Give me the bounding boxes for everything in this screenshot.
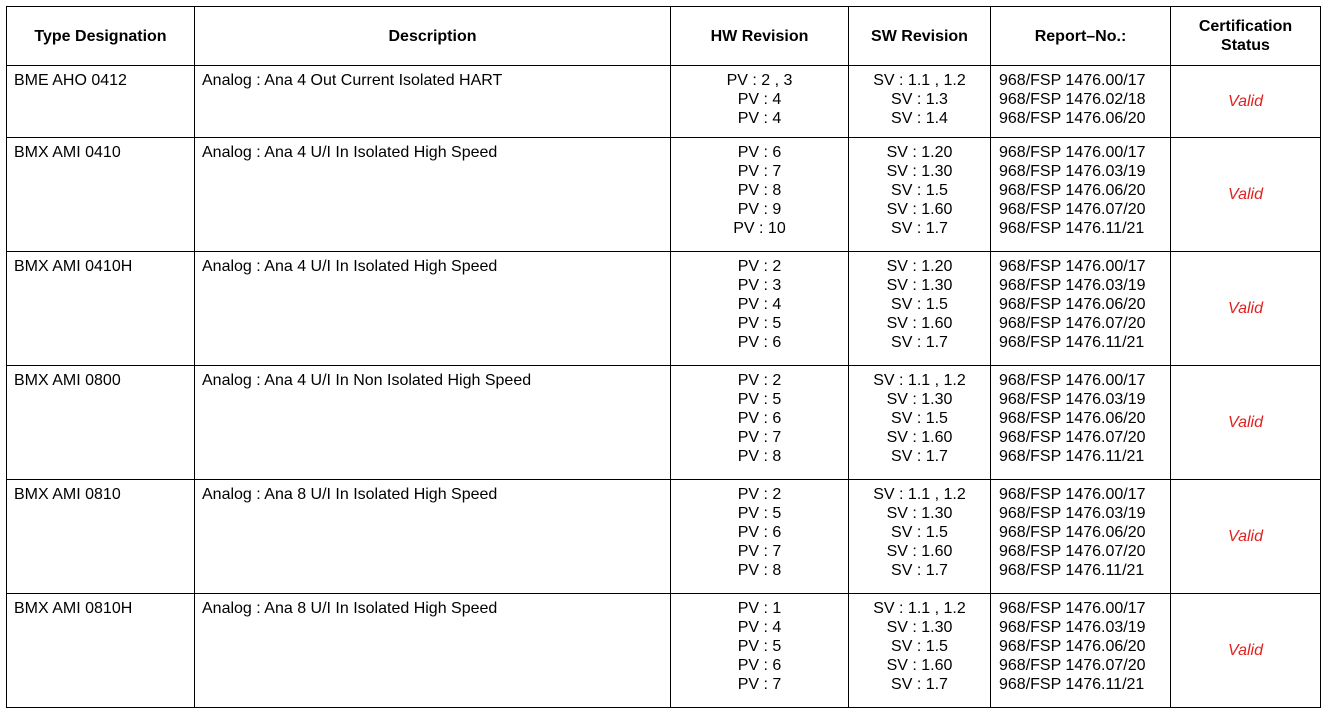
header-type-designation: Type Designation bbox=[7, 7, 195, 66]
report-no-value: 968/FSP 1476.02/18 bbox=[999, 91, 1146, 108]
report-no-value: 968/FSP 1476.03/19 bbox=[999, 391, 1146, 408]
sw-revision-cell bbox=[849, 138, 991, 252]
sw-revision-cell bbox=[849, 252, 991, 366]
report-no-value: 968/FSP 1476.00/17 bbox=[999, 144, 1146, 161]
report-no-value: 968/FSP 1476.11/21 bbox=[999, 676, 1145, 693]
report-no-value: 968/FSP 1476.03/19 bbox=[999, 277, 1146, 294]
certification-table-container bbox=[6, 6, 1321, 708]
hw-revision-value: PV : 2 bbox=[737, 486, 782, 503]
sw-revision-value: SV : 1.5 bbox=[891, 524, 948, 541]
sw-revision-value: SV : 1.1 , 1.2 bbox=[873, 600, 966, 617]
sw-revision-value: SV : 1.30 bbox=[886, 505, 953, 522]
table-row bbox=[7, 366, 1321, 480]
table-row bbox=[7, 66, 1321, 138]
sw-revision-value: SV : 1.60 bbox=[886, 429, 953, 446]
hw-revision-value: PV : 8 bbox=[737, 182, 782, 199]
sw-revision-value: SV : 1.3 bbox=[891, 91, 948, 108]
sw-revision-value: SV : 1.1 , 1.2 bbox=[873, 486, 966, 503]
report-no-value: 968/FSP 1476.03/19 bbox=[999, 505, 1146, 522]
table-row bbox=[7, 252, 1321, 366]
sw-revision-value: SV : 1.60 bbox=[886, 657, 953, 674]
report-no-value: 968/FSP 1476.07/20 bbox=[999, 543, 1146, 560]
hw-revision-cell bbox=[671, 366, 849, 480]
hw-revision-value: PV : 8 bbox=[737, 562, 782, 579]
hw-revision-value: PV : 7 bbox=[737, 429, 782, 446]
header-description: Description bbox=[195, 7, 671, 66]
header-status-line1: Certification bbox=[1198, 18, 1293, 35]
table-row bbox=[7, 138, 1321, 252]
certification-status-cell bbox=[1171, 480, 1321, 594]
status-badge: Valid bbox=[1228, 528, 1263, 545]
hw-revision-value: PV : 6 bbox=[737, 334, 782, 351]
hw-revision-value: PV : 9 bbox=[737, 201, 782, 218]
certification-status-cell bbox=[1171, 366, 1321, 480]
report-no-value: 968/FSP 1476.06/20 bbox=[999, 524, 1146, 541]
report-no-cell bbox=[991, 594, 1171, 708]
sw-revision-value: SV : 1.7 bbox=[891, 676, 948, 693]
hw-revision-value: PV : 4 bbox=[737, 110, 782, 127]
table-header-row bbox=[7, 7, 1321, 66]
report-no-value: 968/FSP 1476.00/17 bbox=[999, 372, 1146, 389]
hw-revision-value: PV : 7 bbox=[737, 163, 782, 180]
report-no-value: 968/FSP 1476.11/21 bbox=[999, 334, 1145, 351]
hw-revision-value: PV : 10 bbox=[733, 220, 786, 237]
hw-revision-value: PV : 5 bbox=[737, 638, 782, 655]
hw-revision-value: PV : 5 bbox=[737, 315, 782, 332]
hw-revision-value: PV : 6 bbox=[737, 410, 782, 427]
hw-revision-value: PV : 4 bbox=[737, 91, 782, 108]
type-designation-cell: BMX AMI 0800 bbox=[7, 366, 195, 480]
hw-revision-cell bbox=[671, 66, 849, 138]
sw-revision-value: SV : 1.60 bbox=[886, 315, 953, 332]
report-no-value: 968/FSP 1476.07/20 bbox=[999, 657, 1146, 674]
hw-revision-value: PV : 2 bbox=[737, 372, 782, 389]
status-badge: Valid bbox=[1228, 642, 1263, 659]
hw-revision-value: PV : 4 bbox=[737, 619, 782, 636]
description-cell: Analog : Ana 4 U/I In Non Isolated High Speed bbox=[195, 366, 671, 480]
sw-revision-value: SV : 1.20 bbox=[886, 258, 953, 275]
sw-revision-value: SV : 1.1 , 1.2 bbox=[873, 72, 966, 89]
hw-revision-value: PV : 6 bbox=[737, 524, 782, 541]
report-no-cell bbox=[991, 66, 1171, 138]
sw-revision-cell bbox=[849, 66, 991, 138]
report-no-value: 968/FSP 1476.03/19 bbox=[999, 163, 1146, 180]
certification-status-cell bbox=[1171, 594, 1321, 708]
hw-revision-value: PV : 2 bbox=[737, 258, 782, 275]
sw-revision-value: SV : 1.20 bbox=[886, 144, 953, 161]
sw-revision-value: SV : 1.1 , 1.2 bbox=[873, 372, 966, 389]
description-cell: Analog : Ana 4 U/I In Isolated High Speed bbox=[195, 138, 671, 252]
hw-revision-value: PV : 8 bbox=[737, 448, 782, 465]
report-no-value: 968/FSP 1476.03/19 bbox=[999, 619, 1146, 636]
sw-revision-value: SV : 1.30 bbox=[886, 391, 953, 408]
type-designation-cell: BMX AMI 0410H bbox=[7, 252, 195, 366]
sw-revision-cell bbox=[849, 366, 991, 480]
sw-revision-cell bbox=[849, 480, 991, 594]
hw-revision-cell bbox=[671, 594, 849, 708]
report-no-cell bbox=[991, 480, 1171, 594]
report-no-value: 968/FSP 1476.06/20 bbox=[999, 182, 1146, 199]
sw-revision-value: SV : 1.30 bbox=[886, 277, 953, 294]
description-cell: Analog : Ana 8 U/I In Isolated High Speed bbox=[195, 480, 671, 594]
report-no-value: 968/FSP 1476.11/21 bbox=[999, 220, 1145, 237]
sw-revision-value: SV : 1.5 bbox=[891, 296, 948, 313]
sw-revision-value: SV : 1.30 bbox=[886, 619, 953, 636]
status-badge: Valid bbox=[1228, 414, 1263, 431]
sw-revision-value: SV : 1.4 bbox=[891, 110, 948, 127]
hw-revision-cell bbox=[671, 480, 849, 594]
header-sw-revision: SW Revision bbox=[849, 7, 991, 66]
report-no-value: 968/FSP 1476.07/20 bbox=[999, 315, 1146, 332]
hw-revision-value: PV : 1 bbox=[737, 600, 782, 617]
report-no-value: 968/FSP 1476.06/20 bbox=[999, 638, 1146, 655]
hw-revision-value: PV : 7 bbox=[737, 543, 782, 560]
report-no-value: 968/FSP 1476.00/17 bbox=[999, 258, 1146, 275]
hw-revision-value: PV : 4 bbox=[737, 296, 782, 313]
header-hw-revision: HW Revision bbox=[671, 7, 849, 66]
report-no-value: 968/FSP 1476.00/17 bbox=[999, 72, 1146, 89]
type-designation-cell: BMX AMI 0410 bbox=[7, 138, 195, 252]
type-designation-cell: BMX AMI 0810 bbox=[7, 480, 195, 594]
type-designation-cell: BME AHO 0412 bbox=[7, 66, 195, 138]
certification-table bbox=[6, 6, 1321, 708]
sw-revision-value: SV : 1.60 bbox=[886, 543, 953, 560]
status-badge: Valid bbox=[1228, 93, 1263, 110]
certification-status-cell bbox=[1171, 252, 1321, 366]
certification-status-cell bbox=[1171, 66, 1321, 138]
header-report-no: Report–No.: bbox=[991, 7, 1171, 66]
hw-revision-cell bbox=[671, 252, 849, 366]
report-no-cell bbox=[991, 252, 1171, 366]
report-no-cell bbox=[991, 138, 1171, 252]
sw-revision-value: SV : 1.7 bbox=[891, 220, 948, 237]
sw-revision-value: SV : 1.7 bbox=[891, 562, 948, 579]
sw-revision-value: SV : 1.5 bbox=[891, 410, 948, 427]
sw-revision-value: SV : 1.7 bbox=[891, 448, 948, 465]
type-designation-cell: BMX AMI 0810H bbox=[7, 594, 195, 708]
sw-revision-value: SV : 1.5 bbox=[891, 638, 948, 655]
report-no-value: 968/FSP 1476.00/17 bbox=[999, 486, 1146, 503]
report-no-value: 968/FSP 1476.07/20 bbox=[999, 201, 1146, 218]
header-certification-status bbox=[1171, 7, 1321, 66]
report-no-value: 968/FSP 1476.00/17 bbox=[999, 600, 1146, 617]
sw-revision-value: SV : 1.60 bbox=[886, 201, 953, 218]
report-no-value: 968/FSP 1476.11/21 bbox=[999, 448, 1145, 465]
hw-revision-value: PV : 5 bbox=[737, 391, 782, 408]
hw-revision-value: PV : 5 bbox=[737, 505, 782, 522]
sw-revision-cell bbox=[849, 594, 991, 708]
description-cell: Analog : Ana 4 Out Current Isolated HART bbox=[195, 66, 671, 138]
hw-revision-value: PV : 6 bbox=[737, 144, 782, 161]
status-badge: Valid bbox=[1228, 186, 1263, 203]
hw-revision-value: PV : 3 bbox=[737, 277, 782, 294]
table-row bbox=[7, 480, 1321, 594]
description-cell: Analog : Ana 4 U/I In Isolated High Speed bbox=[195, 252, 671, 366]
header-status-line2: Status bbox=[1221, 37, 1270, 54]
table-row bbox=[7, 594, 1321, 708]
hw-revision-value: PV : 7 bbox=[737, 676, 782, 693]
hw-revision-value: PV : 6 bbox=[737, 657, 782, 674]
status-badge: Valid bbox=[1228, 300, 1263, 317]
report-no-value: 968/FSP 1476.07/20 bbox=[999, 429, 1146, 446]
table-body bbox=[7, 66, 1321, 708]
certification-status-cell bbox=[1171, 138, 1321, 252]
report-no-value: 968/FSP 1476.06/20 bbox=[999, 410, 1146, 427]
report-no-value: 968/FSP 1476.11/21 bbox=[999, 562, 1145, 579]
hw-revision-value: PV : 2 , 3 bbox=[726, 72, 793, 89]
report-no-value: 968/FSP 1476.06/20 bbox=[999, 296, 1146, 313]
sw-revision-value: SV : 1.5 bbox=[891, 182, 948, 199]
description-cell: Analog : Ana 8 U/I In Isolated High Speed bbox=[195, 594, 671, 708]
sw-revision-value: SV : 1.30 bbox=[886, 163, 953, 180]
hw-revision-cell bbox=[671, 138, 849, 252]
report-no-cell bbox=[991, 366, 1171, 480]
report-no-value: 968/FSP 1476.06/20 bbox=[999, 110, 1146, 127]
sw-revision-value: SV : 1.7 bbox=[891, 334, 948, 351]
